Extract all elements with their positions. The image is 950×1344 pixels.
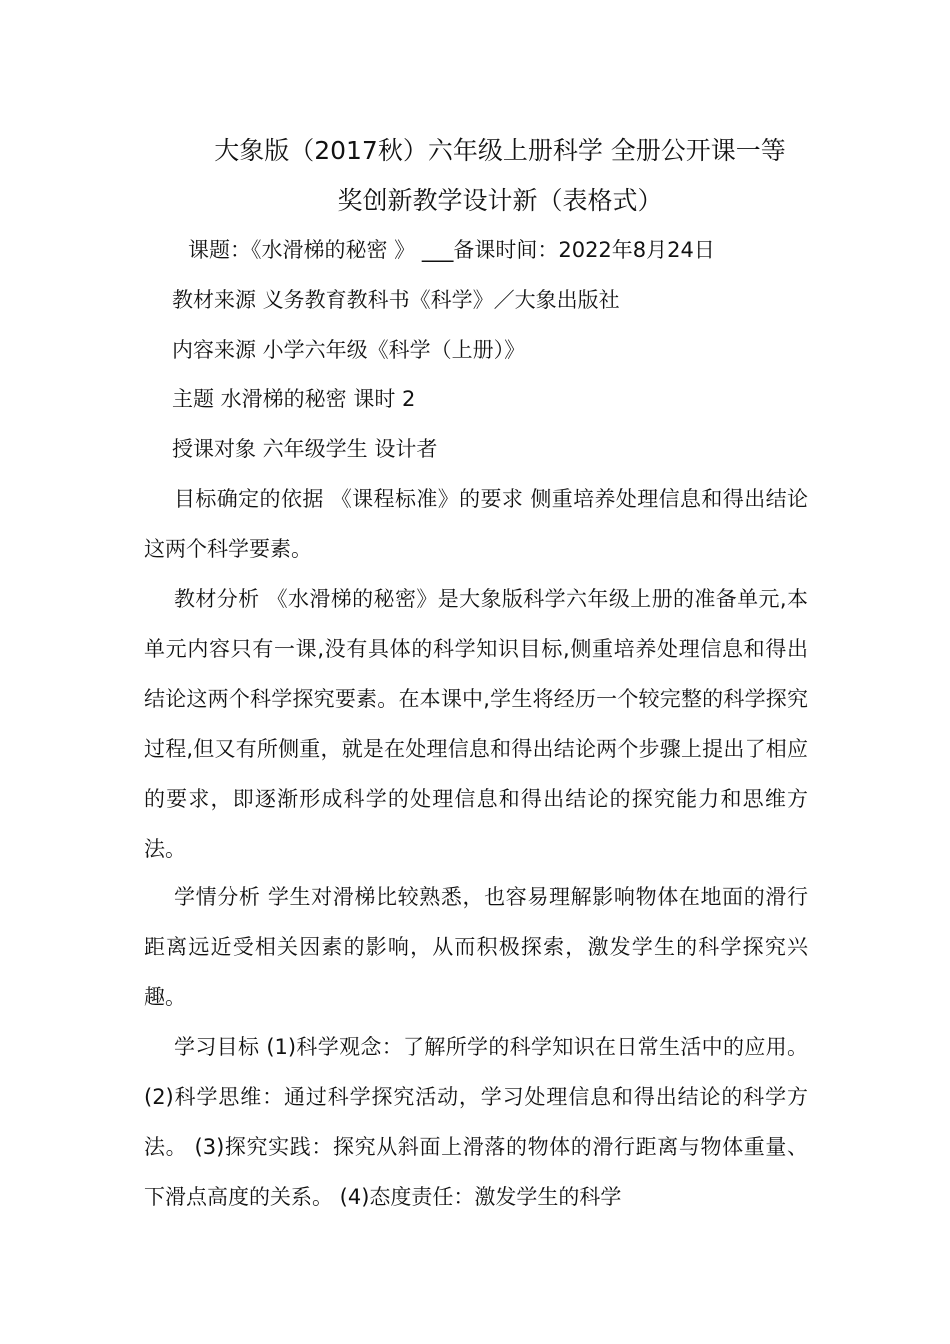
- lesson-title-line: 课题：《水滑梯的秘密 》 ___备课时间：2022年8月24日: [188, 238, 715, 262]
- basis-paragraph: 目标确定的依据 《课程标准》的要求 侧重培养处理信息和得出结论这两个科学要素。: [144, 487, 808, 561]
- material-analysis-paragraph: 教材分析 《水滑梯的秘密》是大象版科学六年级上册的准备单元,本单元内容只有一课,没有具体的科学知识目标,侧重培养处理信息和得出结论这两个科学探究要素。在本课中,学生将经历一个较完整的科学探究过程,但又有所侧重，就是在处理信息和得出结论两个步骤上提出了相应的要求，即逐渐形成科学的处理信息和得出结论的探究能力和思维方法。: [144, 587, 808, 861]
- learning-objectives-paragraph: 学习目标 (1)科学观念：了解所学的科学知识在日常生活中的应用。 (2)科学思维：通过科学探究活动，学习处理信息和得出结论的科学方法。 (3)探究实践：探究从斜面上滑落的物体的滑行距离与物体重量、下滑点高度的关系。 (4)态度责任：激发学生的科学: [144, 1035, 808, 1209]
- audience-line: 授课对象 六年级学生 设计者: [172, 437, 438, 461]
- document-title-line-2: 奖创新教学设计新（表格式）: [337, 186, 663, 215]
- document-title-line-1: 大象版（2017秋）六年级上册科学 全册公开课一等: [214, 136, 786, 165]
- learner-analysis-paragraph: 学情分析 学生对滑梯比较熟悉，也容易理解影响物体在地面的滑行距离远近受相关因素的影响，从而积极探索，激发学生的科学探究兴趣。: [144, 885, 808, 1009]
- content-source-line: 内容来源 小学六年级《科学（上册）》: [172, 338, 526, 362]
- material-source-line: 教材来源 义务教育教科书《科学》／大象出版社: [172, 288, 620, 312]
- topic-line: 主题 水滑梯的秘密 课时 2: [172, 387, 416, 411]
